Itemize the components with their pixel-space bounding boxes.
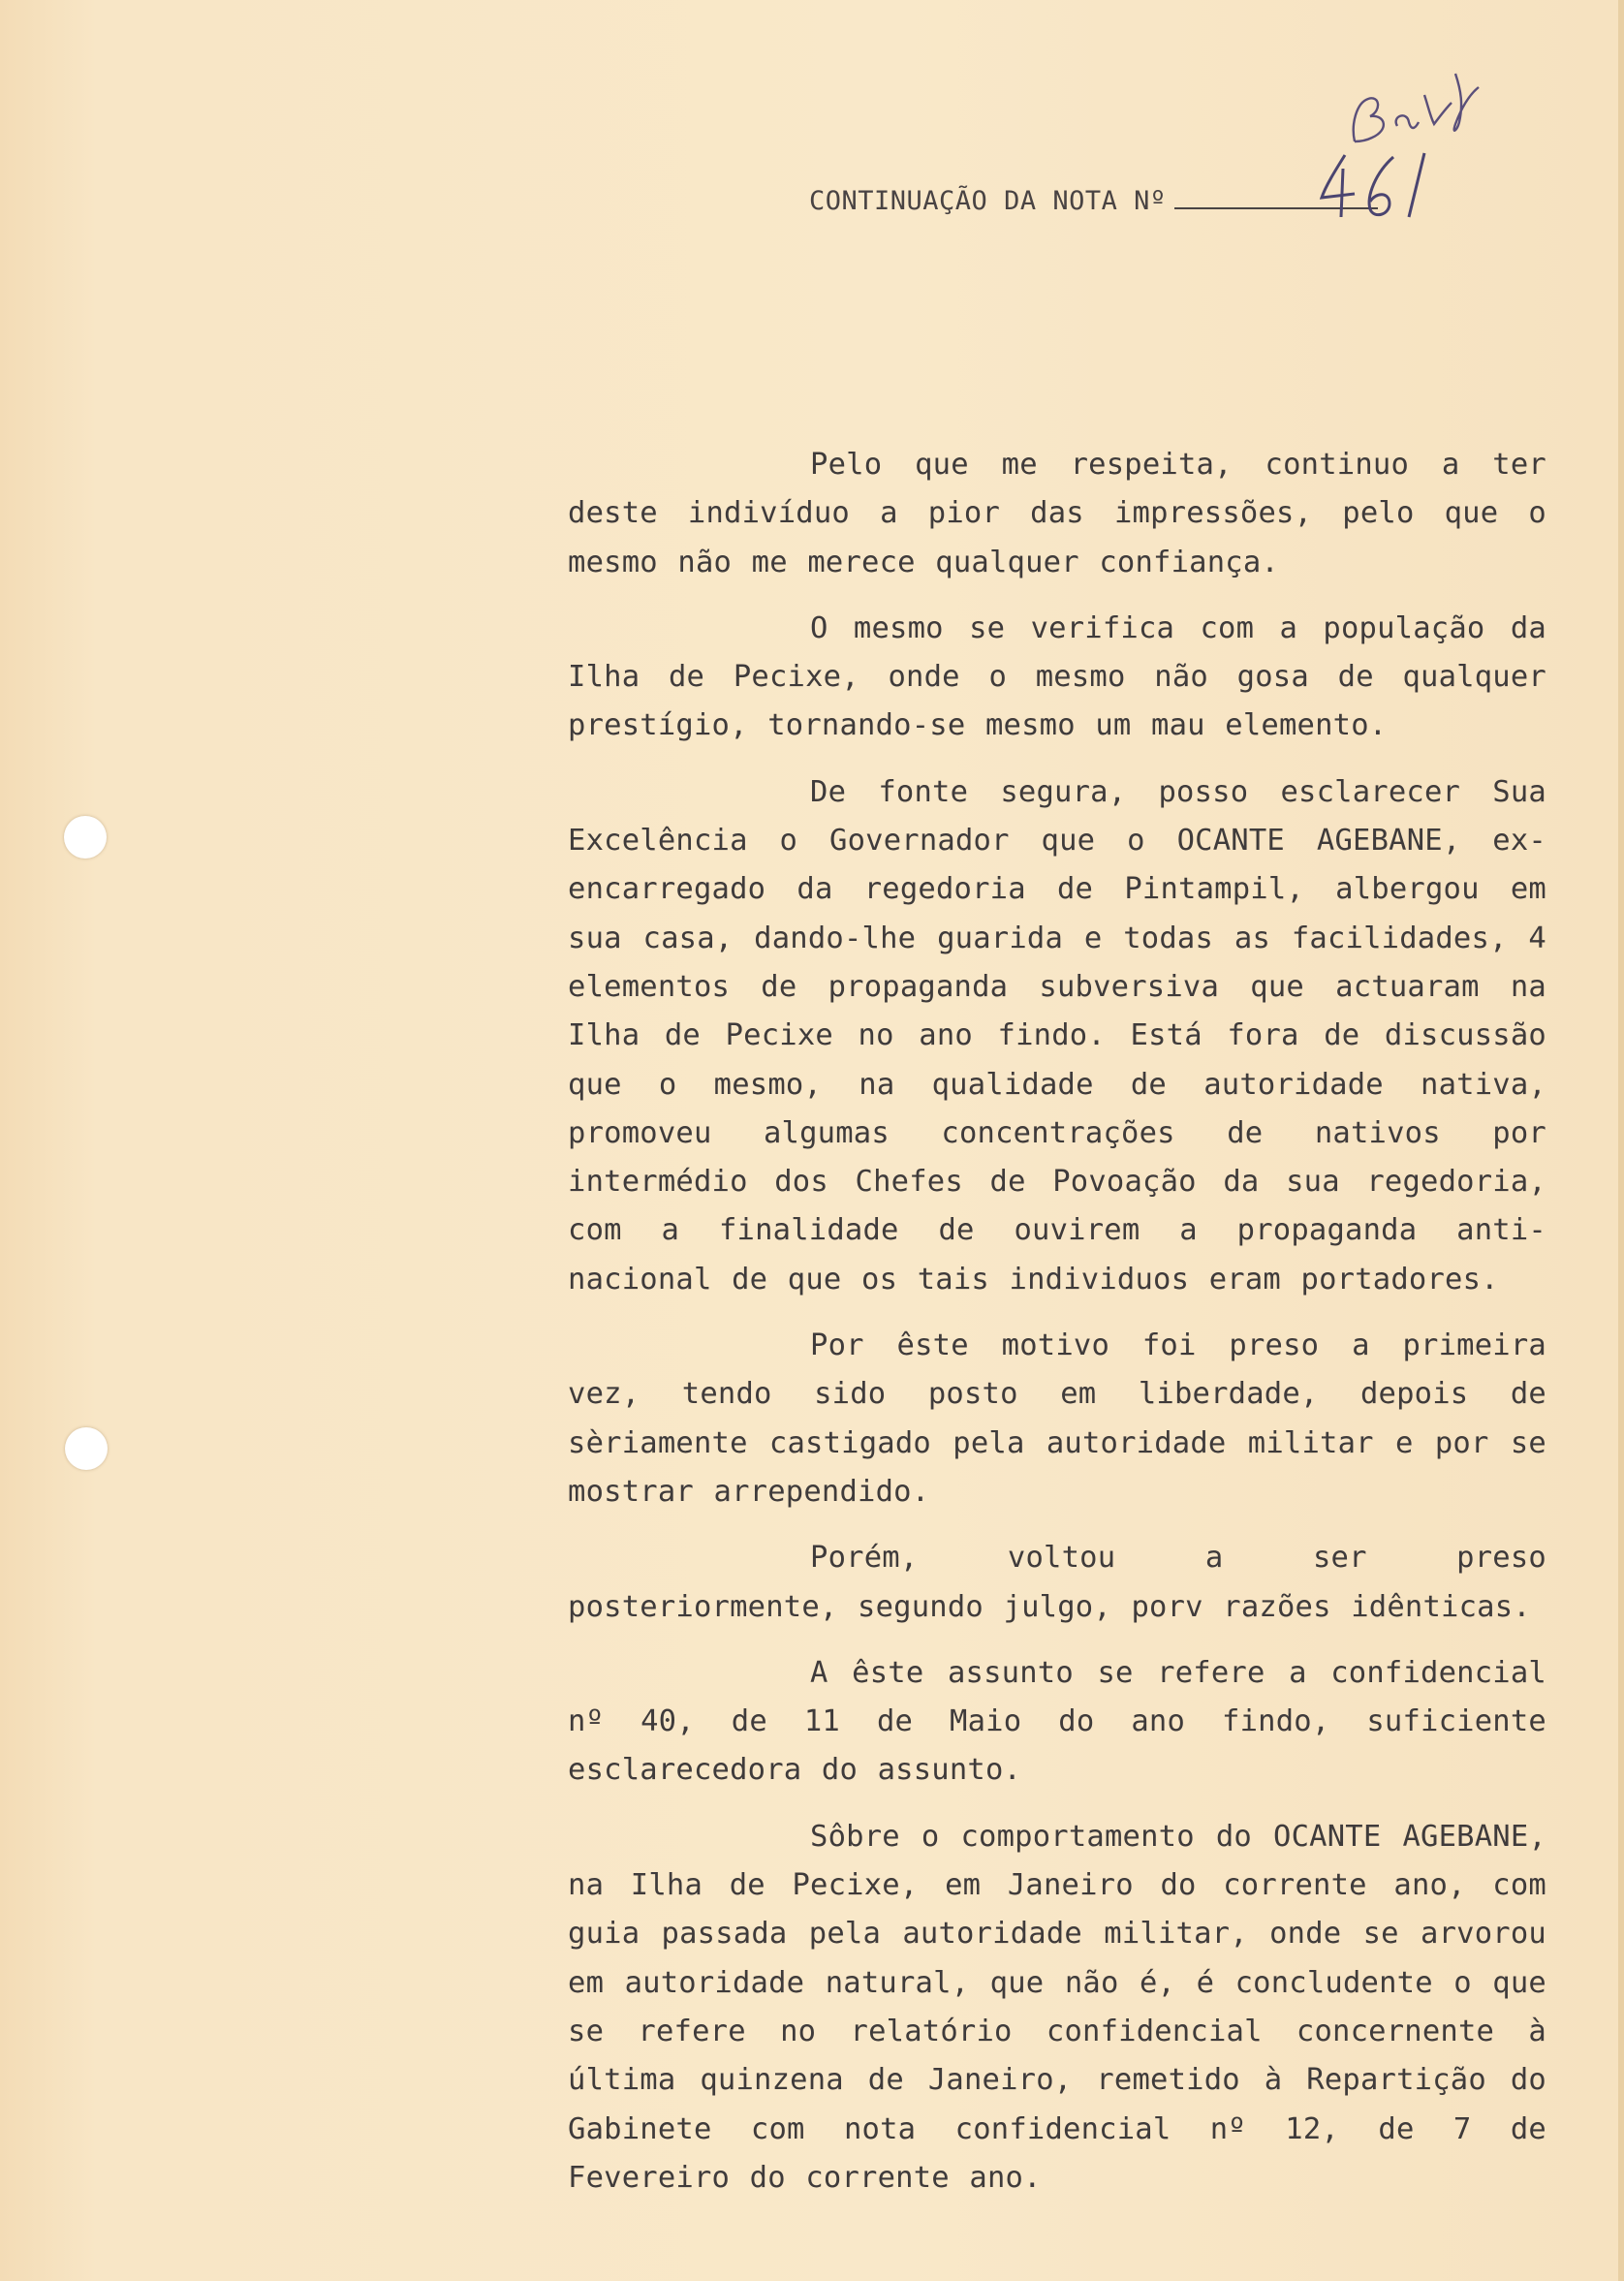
paragraph-2: O mesmo se verifica com a população da Ilha de Pecixe, onde o mesmo não gosa de qualquer prestígio, tornando-se mesmo um mau elemento.	[568, 610, 1546, 743]
punch-hole-bottom	[65, 1427, 108, 1470]
paragraph-4: Por êste motivo foi preso a primeira vez, tendo sido posto em liberdade, depois de sèriamente castigado pela autoridade militar e por se mostrar arrependido.	[568, 1328, 1546, 1509]
handwritten-note-number	[1316, 147, 1432, 225]
handwritten-annotation	[1347, 66, 1483, 153]
paragraph-1: Pelo que me respeita, continuo a ter deste indivíduo a pior das impressões, pelo que o mesmo não me merece qualquer confiança.	[568, 448, 1546, 579]
paper-edge	[1618, 0, 1624, 2281]
letter-body	[568, 441, 1546, 2220]
paragraph-5: Porém, voltou a ser preso posteriormente, segundo julgo, porv razões idênticas.	[568, 1541, 1546, 1624]
punch-hole-top	[64, 816, 107, 859]
header-title: CONTINUAÇÃO DA NOTA Nº	[809, 186, 1167, 216]
document-header	[809, 182, 1378, 216]
paragraph-3: De fonte segura, posso esclarecer Sua Excelência o Governador que o OCANTE AGEBANE, ex-encarregado da regedoria de Pintampil, albergou em sua casa, dando-lhe guarida e todas as facilidades, 4 elementos de propaganda subversiva que actuaram na Ilha de Pecixe no ano findo. Está fora de discussão que o mesmo, na qualidade de autoridade nativa, promoveu algumas concentrações de nativos por intermédio dos Chefes de Povoação da sua regedoria, com a finalidade de ouvirem a propaganda anti-nacional de que os tais individuos eram portadores.	[568, 774, 1546, 1297]
paragraph-7: Sôbre o comportamento do OCANTE AGEBANE, na Ilha de Pecixe, em Janeiro do corrente ano, com guia passada pela autoridade militar, onde se arvorou em autoridade natural, que não é, é concludente o que se refere no relatório confidencial concernente à última quinzena de Janeiro, remetido à Repartição do Gabinete com nota confidencial nº 12, de 7 de Fevereiro do corrente ano.	[568, 1819, 1546, 2195]
paragraph-6: A êste assunto se refere a confidencial nº 40, de 11 de Maio do ano findo, suficiente esclarecedora do assunto.	[568, 1655, 1546, 1788]
